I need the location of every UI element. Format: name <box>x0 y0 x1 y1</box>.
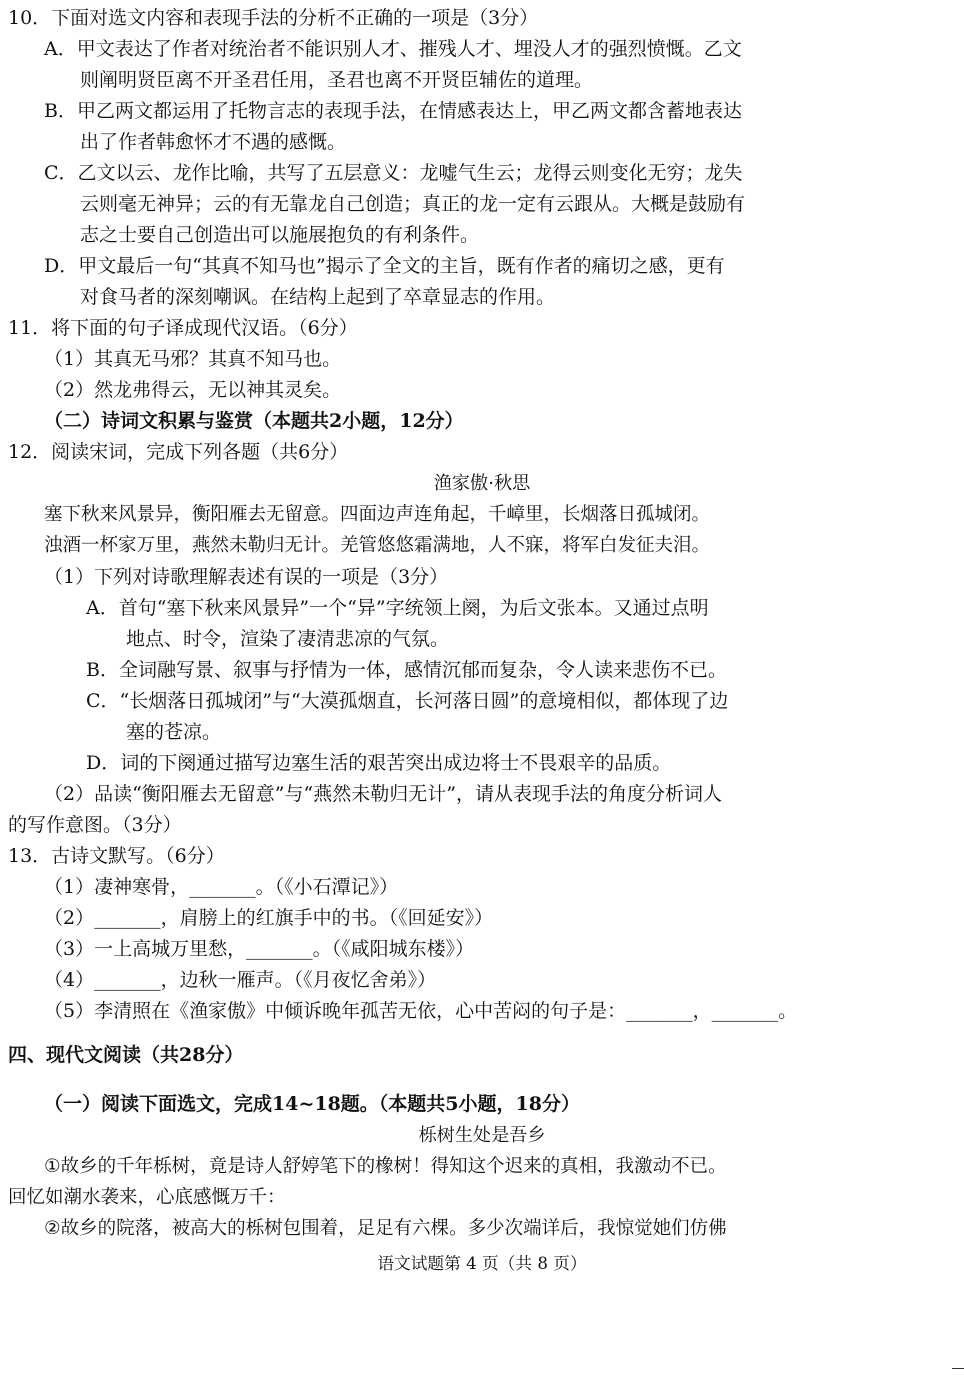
subsection-1-heading: （一）阅读下面选文，完成14~18题。（本题共5小题，18分） <box>44 1093 580 1115</box>
q12-option-a-line1: A．首句“塞下秋来风景异”一个“异”字统领上阕，为后文张本。又通过点明 <box>86 597 709 619</box>
q10-option-c-line3: 志之士要自己创造出可以施展抱负的有利条件。 <box>80 224 480 246</box>
question-10-stem: 10．下面对选文内容和表现手法的分析不正确的一项是（3分） <box>8 7 539 29</box>
q11-item-2: （2）然龙弗得云，无以神其灵矣。 <box>44 379 342 401</box>
q10-option-d-line1: D．甲文最后一句“其真不知马也”揭示了全文的主旨，既有作者的痛切之感，更有 <box>44 255 725 277</box>
poem-title: 渔家傲·秋思 <box>433 473 531 494</box>
q12-sub-2-line2: 的写作意图。（3分） <box>8 814 182 836</box>
q10-option-c-line1: C．乙文以云、龙作比喻，共写了五层意义：龙嘘气生云；龙得云则变化无穷；龙失 <box>44 162 743 184</box>
paragraph-1-line1: ①故乡的千年栎树，竟是诗人舒婷笔下的橡树！得知这个迟来的真相，我激动不已。 <box>44 1156 727 1177</box>
page-footer: 语文试题第 4 页（共 8 页） <box>377 1254 587 1273</box>
paragraph-2-line1: ②故乡的院落，被高大的栎树包围着，足足有六棵。多少次端详后，我惊觉她们仿佛 <box>44 1218 727 1239</box>
q10-option-a-line1: A．甲文表达了作者对统治者不能识别人才、摧残人才、埋没人才的强烈愤慨。乙文 <box>44 38 742 60</box>
q13-item-5: （5）李清照在《渔家傲》中倾诉晚年孤苦无依，心中苦闷的句子是：_______，_______。 <box>44 1000 798 1022</box>
poem-line-2: 浊酒一杯家万里，燕然未勒归无计。羌管悠悠霜满地，人不寐，将军白发征夫泪。 <box>44 535 711 556</box>
q12-option-d: D．词的下阕通过描写边塞生活的艰苦突出成边将士不畏艰辛的品质。 <box>86 752 672 774</box>
q12-sub-2-line1: （2）品读“衡阳雁去无留意”与“燕然未勒归无计”，请从表现手法的角度分析词人 <box>44 783 722 805</box>
poem-line-1: 塞下秋来风景异，衡阳雁去无留意。四面边声连角起，千嶂里，长烟落日孤城闭。 <box>44 504 711 525</box>
q13-item-4: （4）_______，边秋一雁声。（《月夜忆舍弟》） <box>44 969 437 991</box>
scan-mark <box>952 1368 964 1369</box>
article-title: 栎树生处是吾乡 <box>418 1125 546 1146</box>
q12-option-c-line2: 塞的苍凉。 <box>126 721 222 743</box>
q10-option-b-line1: B．甲乙两文都运用了托物言志的表现手法，在情感表达上，甲乙两文都含蓄地表达 <box>44 100 742 122</box>
q12-sub-1-stem: （1）下列对诗歌理解表述有误的一项是（3分） <box>44 566 449 588</box>
q12-option-b: B．全词融写景、叙事与抒情为一体，感情沉郁而复杂，令人读来悲伤不已。 <box>86 659 727 681</box>
question-11-stem: 11．将下面的句子译成现代汉语。（6分） <box>8 317 358 339</box>
q10-option-c-line2: 云则毫无神异；云的有无靠龙自己创造；真正的龙一定有云跟从。大概是鼓励有 <box>80 193 746 215</box>
q11-item-1: （1）其真无马邪？其真不知马也。 <box>44 348 342 370</box>
paragraph-1-line2: 回忆如潮水袭来，心底感慨万千： <box>8 1187 286 1208</box>
q10-option-b-line2: 出了作者韩愈怀才不遇的感慨。 <box>80 131 347 153</box>
q10-option-d-line2: 对食马者的深刻嘲讽。在结构上起到了卒章显志的作用。 <box>80 286 556 308</box>
q13-item-2: （2）_______，肩膀上的红旗手中的书。（《回延安》） <box>44 907 494 929</box>
q13-item-3: （3）一上高城万里愁，_______。（《咸阳城东楼》） <box>44 938 475 960</box>
q13-item-1: （1）凄神寒骨，_______。（《小石潭记》） <box>44 876 399 898</box>
section-poetry-heading: （二）诗词文积累与鉴赏（本题共2小题，12分） <box>44 410 464 432</box>
question-12-stem: 12．阅读宋词，完成下列各题（共6分） <box>8 441 349 463</box>
section-4-heading: 四、现代文阅读（共28分） <box>8 1044 244 1066</box>
q12-option-c-line1: C．“长烟落日孤城闭”与“大漠孤烟直，长河落日圆”的意境相似，都体现了边 <box>86 690 729 712</box>
question-13-stem: 13．古诗文默写。（6分） <box>8 845 225 867</box>
q10-option-a-line2: 则阐明贤臣离不开圣君任用，圣君也离不开贤臣辅佐的道理。 <box>80 69 594 91</box>
q12-option-a-line2: 地点、时令，渲染了凄清悲凉的气氛。 <box>126 628 450 650</box>
